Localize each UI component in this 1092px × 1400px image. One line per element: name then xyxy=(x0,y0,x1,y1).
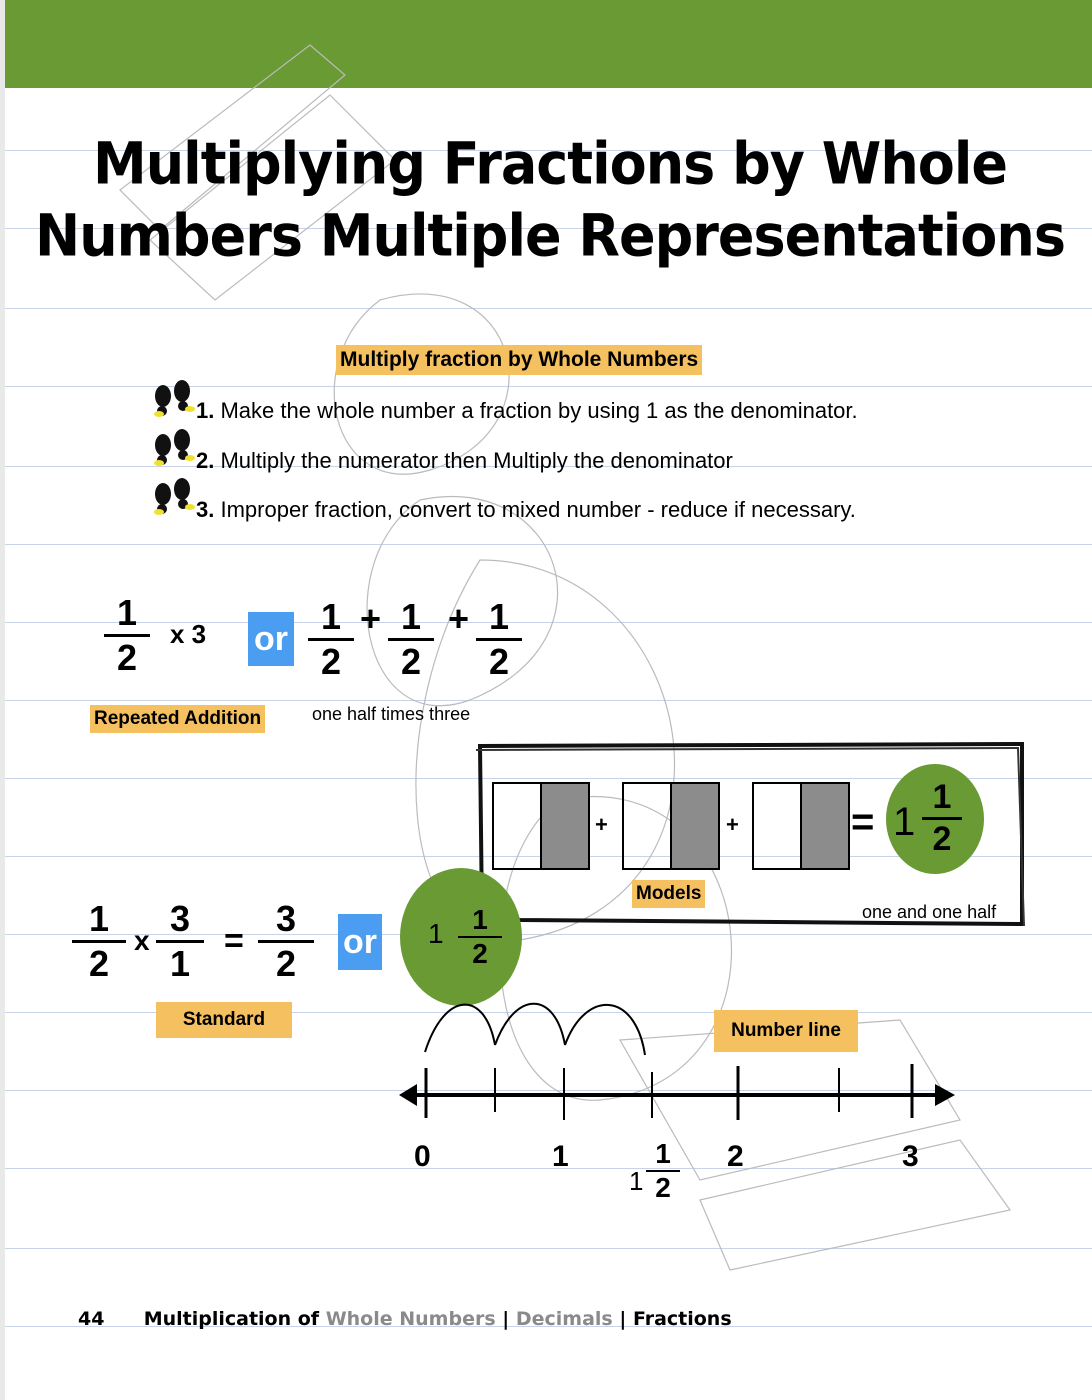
step-2: 2. Multiply the numerator then Multiply the denominator xyxy=(196,448,733,473)
times-three: x 3 xyxy=(170,619,207,649)
tick-label: 0 xyxy=(414,1140,431,1173)
page-title-line-2: Numbers Multiple Representations xyxy=(35,201,1065,270)
repeated-addition-caption: one half times three xyxy=(312,704,471,724)
tick-label: 3 xyxy=(902,1140,919,1173)
standard-label: Standard xyxy=(156,1002,292,1038)
product-fraction: 3 2 xyxy=(258,898,314,985)
addend-fraction: 1 2 xyxy=(476,596,522,683)
tick-label: 1 xyxy=(552,1140,569,1173)
page-title-line-1: Multiplying Fractions by Whole xyxy=(93,129,1007,198)
rules-heading: Multiply fraction by Whole Numbers xyxy=(336,345,702,375)
footer-whole-numbers: Whole Numbers xyxy=(325,1308,496,1330)
number-line-label: Number line xyxy=(714,1010,858,1052)
page-number: 44 xyxy=(78,1308,105,1330)
half-model xyxy=(492,782,590,870)
marker-fraction: 1 2 xyxy=(646,1138,680,1204)
footer-prefix: Multiplication of xyxy=(143,1308,320,1330)
models-label: Models xyxy=(632,880,705,908)
or-badge: or xyxy=(248,612,294,666)
footprints-icon xyxy=(150,474,196,516)
mixed-fraction: 1 2 xyxy=(922,778,962,859)
footer-separator: | xyxy=(502,1308,510,1330)
step-3: 3. Improper fraction, convert to mixed number - reduce if necessary. xyxy=(196,497,856,522)
factor-fraction: 1 2 xyxy=(72,898,126,985)
step-1: 1. Make the whole number a fraction by using 1 as the denominator. xyxy=(196,398,858,423)
models-caption: one and one half xyxy=(862,902,997,922)
footer-fractions: Fractions xyxy=(632,1308,732,1330)
footer xyxy=(78,1308,732,1330)
mixed-fraction: 1 2 xyxy=(458,904,502,970)
mixed-whole: 1 xyxy=(428,918,444,949)
footprints-icon xyxy=(150,376,196,418)
number-line xyxy=(395,1000,965,1130)
addend-fraction: 1 2 xyxy=(308,596,354,683)
times-sign: x xyxy=(134,925,150,956)
tick-label: 2 xyxy=(727,1140,744,1173)
fraction-one-half: 1 2 xyxy=(104,592,150,679)
addend-fraction: 1 2 xyxy=(388,596,434,683)
footer-separator: | xyxy=(619,1308,627,1330)
equals-sign: = xyxy=(224,922,244,960)
mixed-whole: 1 xyxy=(893,800,916,844)
or-badge: or xyxy=(338,914,382,970)
plus-sign: + xyxy=(595,812,608,837)
half-model xyxy=(622,782,720,870)
plus-sign: + xyxy=(360,598,382,639)
footprints-icon xyxy=(150,425,196,467)
equals-sign: = xyxy=(851,800,875,844)
repeated-addition-label: Repeated Addition xyxy=(90,705,265,733)
footer-decimals: Decimals xyxy=(515,1308,613,1330)
marker-whole: 1 xyxy=(629,1166,644,1196)
plus-sign: + xyxy=(448,598,470,639)
factor-fraction: 3 1 xyxy=(156,898,204,985)
plus-sign: + xyxy=(726,812,739,837)
half-model xyxy=(752,782,850,870)
